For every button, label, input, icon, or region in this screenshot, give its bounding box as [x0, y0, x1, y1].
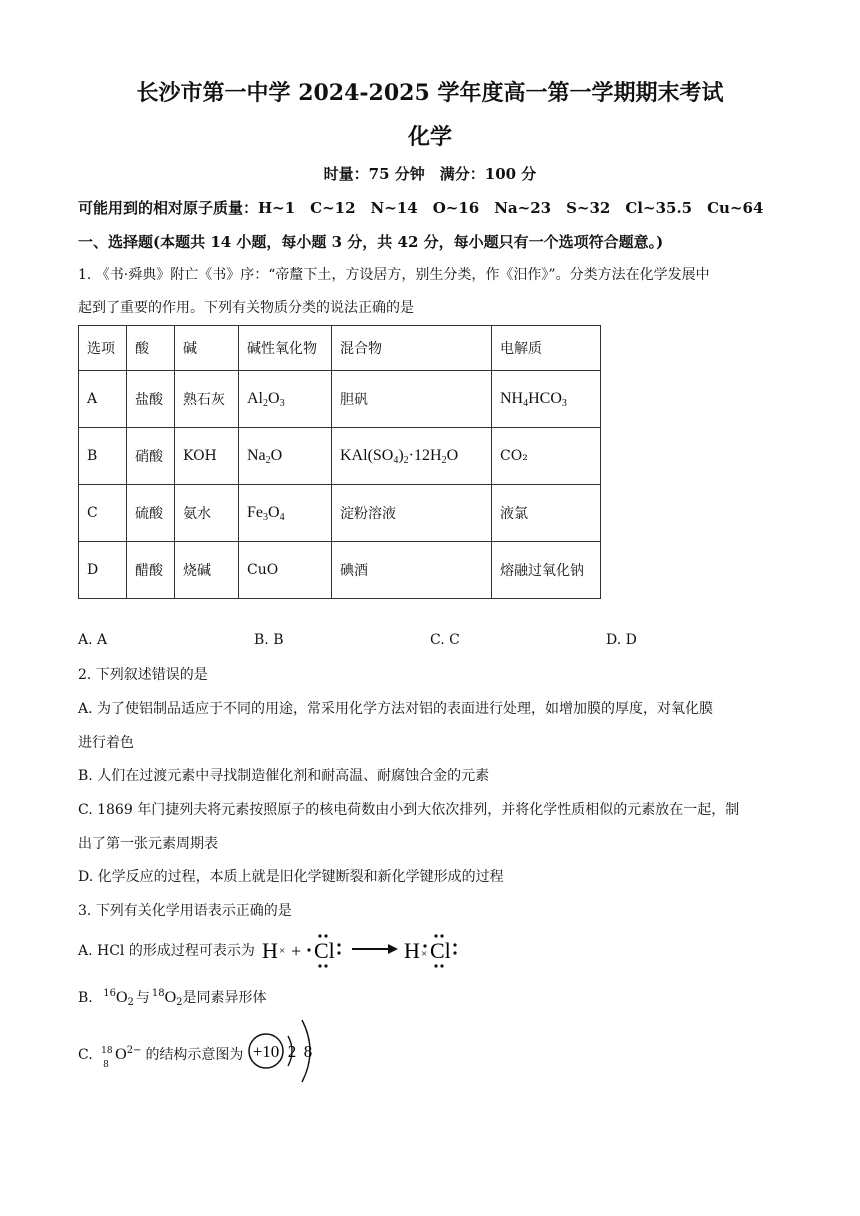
table-row: [79, 542, 601, 599]
exam-subject: 化学: [407, 124, 452, 150]
plus-sign: +: [291, 941, 302, 961]
cell-mixture: [332, 428, 492, 485]
electron-dot: [440, 934, 443, 937]
formula-sub: 3: [561, 397, 567, 409]
formula-part: O: [115, 989, 128, 1006]
cell-option: A: [79, 371, 127, 428]
cell-base: 熟石灰: [175, 371, 239, 428]
cell-oxide: [239, 485, 332, 542]
formula-part: O: [446, 446, 459, 464]
cl-atom-product: Cl: [430, 938, 451, 963]
header-cell-mixture: 混合物: [332, 326, 492, 371]
atomic-masses: 可能用到的相对原子质量：H~1 C~12 N~14 O~16 Na~23 S~32 Cl~35.5 Cu~64: [78, 199, 764, 217]
cell-electrolyte: 熔融过氧化钠: [492, 542, 601, 599]
q1-option-c: C. C: [430, 632, 460, 648]
q1-stem-line1: 1. 《书·舜典》附亡《书》序：“帝釐下土，方设居方，别生分类，作《汨作》”。分类方法在化学发展中: [78, 267, 710, 283]
exam-title: 长沙市第一中学 2024-2025 学年度高一第一学期期末考试: [136, 80, 724, 106]
formula-sub: 4: [393, 454, 399, 466]
mass-number: 16: [103, 988, 116, 999]
electron-dot: [337, 951, 340, 954]
formula-part: HCO: [528, 389, 562, 407]
shell-electron-count: 8: [303, 1042, 313, 1061]
q3-option-a-text: A. HCl 的形成过程可表示为: [78, 943, 255, 959]
option-b-text: 是同素异形体: [182, 990, 267, 1006]
formula-sub: 4: [279, 511, 285, 523]
hcl-formation-diagram: [262, 928, 482, 972]
cell-mixture: 淀粉溶液: [332, 485, 492, 542]
option-c-text: 的结构示意图为: [145, 1047, 244, 1063]
cell-mixture: 胆矾: [332, 371, 492, 428]
cell-option: C: [79, 485, 127, 542]
electron-dot: [453, 951, 456, 954]
electron-dot: [337, 943, 340, 946]
cross-electron: ×: [279, 945, 286, 957]
formula-part: ): [398, 446, 404, 464]
q2-option-d: D. 化学反应的过程，本质上就是旧化学键断裂和新化学键形成的过程: [78, 869, 504, 885]
formula-part: Fe: [247, 503, 263, 521]
section-heading: 一、选择题(本题共 14 小题，每小题 3 分，共 42 分，每小题只有一个选项符合题意。): [78, 233, 664, 251]
q3-stem: 3. 下列有关化学用语表示正确的是: [78, 903, 292, 919]
formula-part: O: [268, 389, 280, 407]
formula-sub: 2: [263, 397, 268, 409]
formula-sub: 3: [263, 511, 268, 523]
atomic-structure-diagram: [244, 1016, 328, 1086]
cell-base: 氨水: [175, 485, 239, 542]
q2-option-b: B. 人们在过渡元素中寻找制造催化剂和耐高温、耐腐蚀合金的元素: [78, 768, 490, 784]
time-info: 时量：75 分钟 满分：100 分: [323, 165, 537, 183]
cell-option: B: [79, 428, 127, 485]
cell-base: KOH: [175, 428, 239, 485]
nuclide-notation: [101, 1044, 115, 1070]
cell-acid: 硫酸: [127, 485, 175, 542]
q1-option-a: A. A: [78, 632, 108, 648]
electron-dot: [307, 948, 310, 951]
formula-sub: 2: [403, 454, 409, 466]
header-cell-option: 选项: [79, 326, 127, 371]
header-cell-electrolyte: 电解质: [492, 326, 601, 371]
h-atom: H: [262, 938, 278, 963]
formula-part: ·12H: [408, 446, 442, 464]
formula-part: NH: [500, 389, 524, 407]
nucleus-charge: +10: [252, 1042, 280, 1061]
cell-acid: 盐酸: [127, 371, 175, 428]
formula-part: (SO: [367, 446, 394, 464]
header-cell-acid: 酸: [127, 326, 175, 371]
electron-dot: [318, 964, 321, 967]
cell-electrolyte: CO₂: [492, 428, 601, 485]
reaction-arrow-head: [388, 944, 398, 954]
cell-electrolyte: 液氯: [492, 485, 601, 542]
option-letter: B.: [78, 990, 93, 1006]
header-cell-base: 碱: [175, 326, 239, 371]
cell-electrolyte: [492, 371, 601, 428]
table-row: [79, 428, 601, 485]
lewis-diagram: [262, 928, 482, 972]
cl-atom: Cl: [314, 938, 335, 963]
formula-sub: 2: [176, 997, 183, 1008]
ion-charge: 2−: [126, 1045, 142, 1056]
cell-mixture: 碘酒: [332, 542, 492, 599]
q2-option-a-line2: 进行着色: [78, 735, 134, 751]
formula-sub: 2: [265, 454, 271, 466]
electron-dot: [423, 944, 426, 947]
q2-option-c-line1: C. 1869 年门捷列夫将元素按照原子的核电荷数由小到大依次排列，并将化学性质相似的元素放在一起，制: [78, 802, 740, 818]
atomic-number: 8: [103, 1060, 109, 1070]
electron-dot: [318, 934, 321, 937]
header-cell-basic-oxide: 碱性氧化物: [239, 326, 332, 371]
table-row: [79, 485, 601, 542]
shell-electron-count: 2: [287, 1042, 297, 1061]
cell-oxide: CuO: [239, 542, 332, 599]
cell-acid: 醋酸: [127, 542, 175, 599]
cell-base: 烧碱: [175, 542, 239, 599]
formula-part: KAl: [340, 446, 368, 464]
formula-part: O: [268, 503, 280, 521]
q2-option-c-line2: 出了第一张元素周期表: [78, 836, 218, 852]
formula-sub: 2: [127, 997, 134, 1008]
cell-oxide: [239, 371, 332, 428]
electron-dot: [324, 934, 327, 937]
electron-dot: [453, 943, 456, 946]
cell-oxide: [239, 428, 332, 485]
cell-option: D: [79, 542, 127, 599]
electron-dot: [434, 964, 437, 967]
q2-stem: 2. 下列叙述错误的是: [78, 667, 208, 683]
structure-diagram-svg: [244, 1016, 328, 1086]
electron-dot: [440, 964, 443, 967]
q1-stem-line2: 起到了重要的作用。下列有关物质分类的说法正确的是: [78, 300, 414, 316]
mass-number: 18: [101, 1046, 113, 1056]
electron-dot: [434, 934, 437, 937]
h-atom-product: H: [404, 938, 420, 963]
table-row: [79, 371, 601, 428]
formula-part: O: [164, 989, 177, 1006]
q1-option-b: B. B: [254, 632, 284, 648]
q3-option-b: [78, 983, 267, 1014]
option-letter: C.: [78, 1047, 93, 1063]
cross-electron-product: ×: [421, 948, 428, 960]
q2-option-a-line1: A. 为了使铝制品适应于不同的用途，常采用化学方法对铝的表面进行处理，如增加膜的厚度，对氧化膜: [78, 701, 714, 717]
mass-number: 18: [151, 988, 165, 999]
formula-sub: 2: [441, 454, 447, 466]
formula-part: Al: [247, 389, 263, 407]
q1-table: [78, 325, 601, 599]
q1-option-d: D. D: [606, 632, 637, 648]
cell-acid: 硝酸: [127, 428, 175, 485]
electron-dot: [324, 964, 327, 967]
formula-part: O: [115, 1046, 127, 1063]
connector-text: 与: [135, 990, 150, 1006]
formula-sub: 4: [523, 397, 529, 409]
q3-option-c: [78, 1040, 244, 1070]
formula-sub: 3: [279, 397, 285, 409]
formula-part: O: [270, 446, 283, 464]
table-header-row: [79, 326, 601, 371]
formula-part: Na: [247, 446, 266, 464]
